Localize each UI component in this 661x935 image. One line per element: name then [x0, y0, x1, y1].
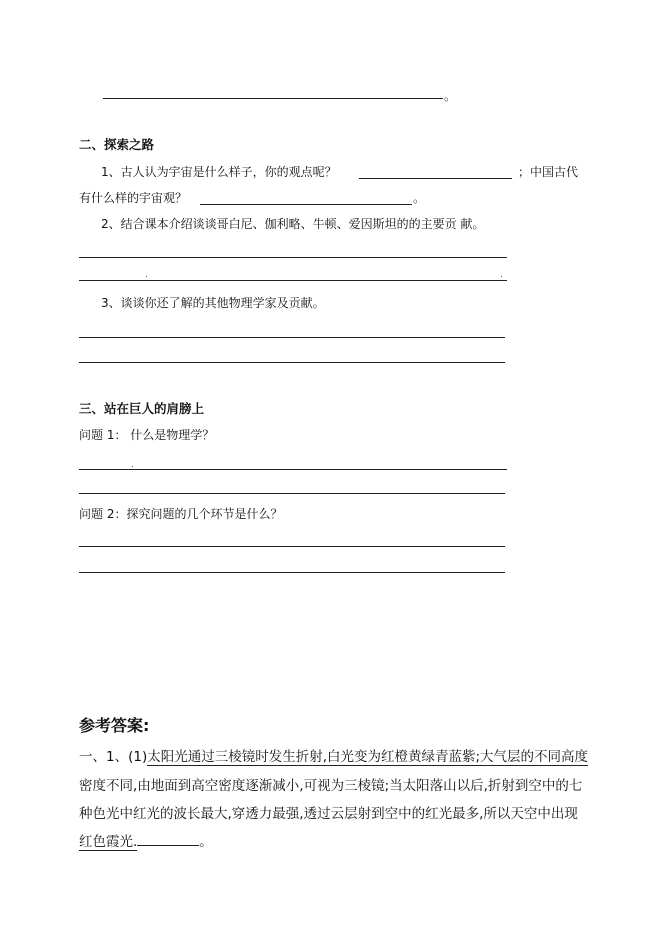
question-3-1: 问题 1： 什么是物理学？ [79, 428, 215, 442]
answer-blank[interactable] [137, 831, 199, 846]
answer-line-3-2a[interactable] [79, 546, 505, 547]
answer-line-2-2a[interactable] [79, 257, 507, 258]
answers-title: 参考答案: [79, 716, 150, 735]
answer-line-2-3b[interactable] [79, 362, 505, 363]
answer-prefix: 一、1、(1) [79, 749, 148, 765]
answer-line-4 [79, 831, 213, 854]
question-2-3: 3、谈谈你还了解的其他物理学家及贡献。 [101, 296, 325, 310]
question-2-1-part1: 1、古人认为宇宙是什么样子，你的观点呢？ [101, 165, 337, 179]
answer-line-2: 密度不同,由地面到高空密度逐渐减小,可视为三棱镜;当太阳落山以后,折射到空中的七 [79, 778, 583, 794]
answer-line-2-2b[interactable] [79, 280, 507, 281]
answer-text-underlined: 红色霞光. [79, 834, 138, 850]
answer-line-top[interactable] [103, 98, 443, 99]
answer-text-underlined: 太阳光通过三棱镜时发生折射,白光变为红橙黄绿青蓝紫;大气层的不同高度 [147, 749, 589, 765]
answer-line-3-1b[interactable] [79, 493, 505, 494]
scan-dot [146, 276, 147, 277]
scan-dot [501, 276, 502, 277]
section-2-title: 二、探索之路 [79, 137, 155, 152]
answer-line-1 [79, 746, 588, 769]
answer-line-2-1b[interactable] [200, 204, 412, 205]
scan-dot [132, 466, 133, 467]
answer-line-3-2b[interactable] [79, 572, 505, 573]
question-2-1-part2: ；中国古代 [518, 165, 579, 179]
answer-line-2-3a[interactable] [79, 337, 505, 338]
question-2-1-part3: 有什么样的宇宙观？ [79, 191, 188, 205]
answer-end-mark: 。 [199, 834, 213, 850]
answer-line-2-1a[interactable] [359, 178, 512, 179]
period-mark: 。 [444, 89, 457, 103]
answer-line-3-1a[interactable] [79, 469, 507, 470]
section-3-title: 三、站在巨人的肩膀上 [79, 401, 205, 416]
question-2-2: 2、结合课本介绍谈谈哥白尼、伽利略、牛顿、爱因斯坦的的主要贡 献。 [101, 217, 485, 231]
question-3-2: 问题 2：探究问题的几个环节是什么？ [79, 507, 283, 521]
question-2-1-end: 。 [413, 191, 426, 205]
answer-line-3: 种色光中红光的波长最大,穿透力最强,透过云层射到空中的红光最多,所以天空中出现 [79, 806, 578, 822]
